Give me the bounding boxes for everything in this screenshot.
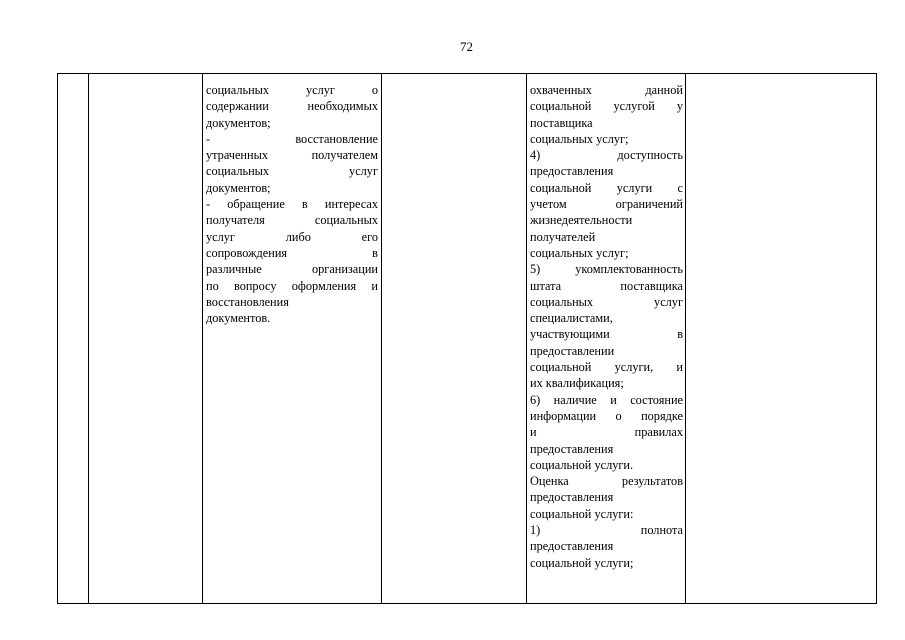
quality-indicator-line: социальной услуги: [530, 506, 634, 521]
quality-indicator-line: информации о порядке [530, 408, 683, 423]
service-description-line: социальных услуг [206, 164, 378, 179]
service-description-line: документов. [206, 311, 271, 326]
quality-indicator-line: жизнедеятельности [530, 213, 633, 228]
service-description-line: сопровождения в [206, 245, 378, 260]
column-divider [381, 74, 382, 603]
service-description-line: утраченных получателем [206, 148, 378, 163]
quality-indicator-line: социальных услуг; [530, 245, 629, 260]
quality-indicator-line: штата поставщика [530, 278, 683, 293]
quality-indicator-line: социальных услуг; [530, 131, 629, 146]
quality-indicator-line: социальной услугой у [530, 99, 683, 114]
quality-indicator-line: 5) укомплектованность [530, 262, 683, 277]
quality-indicator-line: социальных услуг [530, 294, 683, 309]
quality-indicator-line: предоставлении [530, 343, 615, 358]
quality-indicator-line: социальной услуги. [530, 457, 634, 472]
service-description-line: документов; [206, 115, 271, 130]
service-description-line: - восстановление [206, 131, 378, 146]
standards-table [57, 73, 877, 604]
quality-indicator-line: предоставления [530, 441, 614, 456]
quality-indicator-line: социальной услуги с [530, 180, 683, 195]
column-divider [685, 74, 686, 603]
service-description-line: документов; [206, 180, 271, 195]
service-description-line: по вопросу оформления и [206, 278, 378, 293]
column-divider [202, 74, 203, 603]
service-description-cell [206, 82, 378, 326]
quality-indicator-line: социальной услуги; [530, 555, 634, 570]
quality-indicator-line: Оценка результатов [530, 474, 683, 489]
service-description-line: услуг либо его [206, 229, 378, 244]
quality-indicator-line: предоставления [530, 164, 614, 179]
quality-indicator-line: социальной услуги, и [530, 360, 683, 375]
quality-indicator-line: 1) полнота [530, 523, 683, 538]
service-description-line: социальных услуг о [206, 83, 378, 97]
quality-indicator-line: предоставления [530, 539, 614, 554]
quality-indicator-line: их квалификация; [530, 376, 624, 391]
column-divider [526, 74, 527, 603]
service-description-line: различные организации [206, 262, 378, 277]
quality-indicator-line: поставщика [530, 115, 593, 130]
quality-indicator-line: охваченных данной [530, 83, 683, 97]
column-divider [88, 74, 89, 603]
quality-indicator-line: получателей [530, 229, 596, 244]
service-description-line: содержании необходимых [206, 99, 378, 114]
quality-indicators-cell [530, 82, 683, 571]
page-number: 72 [460, 39, 473, 54]
quality-indicator-line: учетом ограничений [530, 197, 683, 212]
quality-indicator-line: участвующими в [530, 327, 683, 342]
service-description-line: - обращение в интересах [206, 197, 378, 212]
quality-indicator-line: 6) наличие и состояние [530, 392, 683, 407]
service-description-line: получателя социальных [206, 213, 378, 228]
quality-indicator-line: и правилах [530, 425, 683, 440]
quality-indicator-line: предоставления [530, 490, 614, 505]
quality-indicator-line: специалистами, [530, 311, 613, 326]
service-description-line: восстановления [206, 294, 289, 309]
quality-indicator-line: 4) доступность [530, 148, 683, 163]
